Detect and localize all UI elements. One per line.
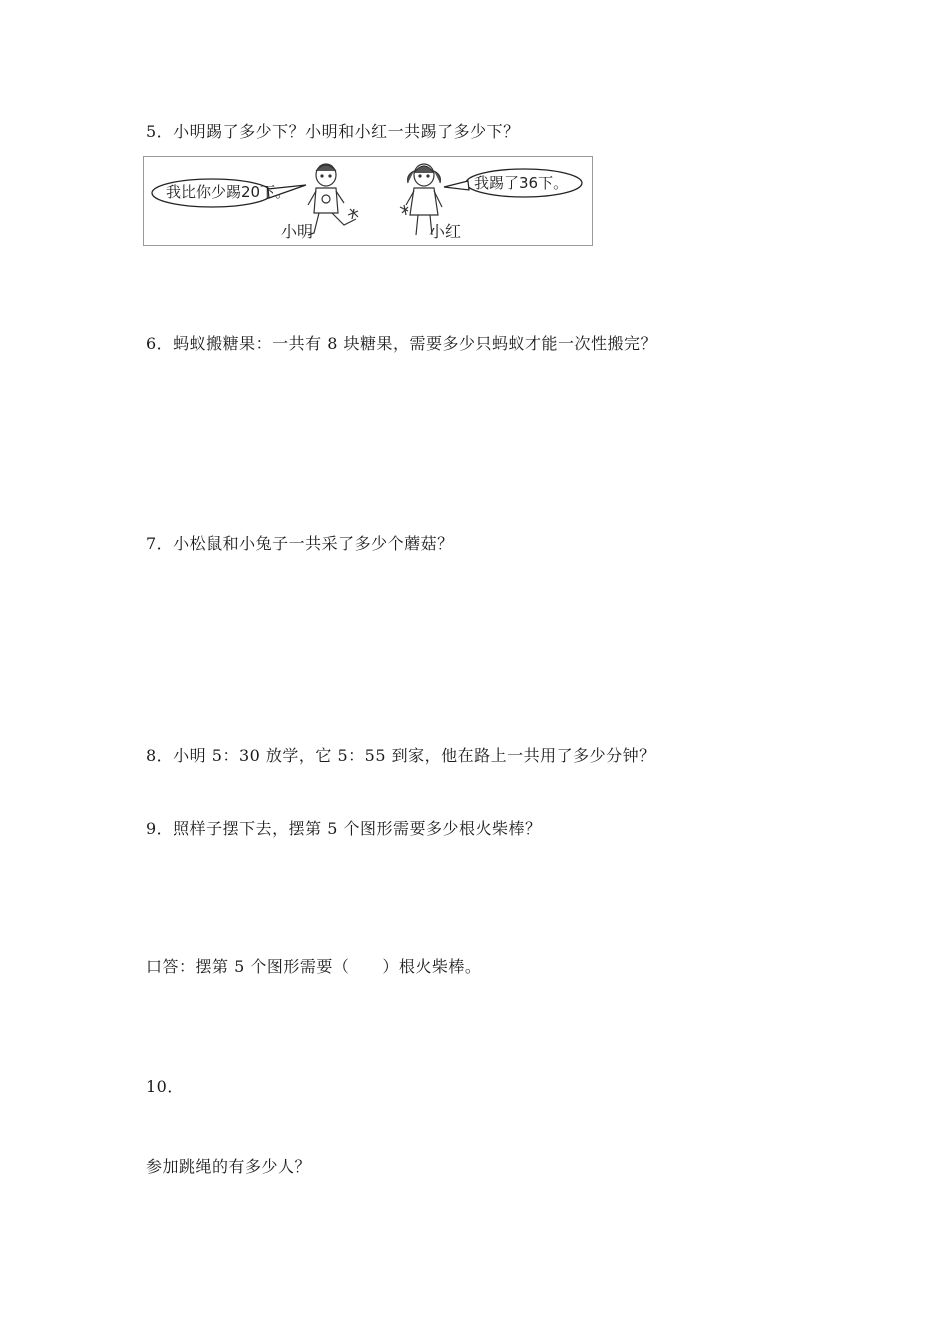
question-6: 6．蚂蚁搬糖果：一共有 8 块糖果，需要多少只蚂蚁才能一次性搬完？	[146, 334, 658, 353]
kick-shuttlecock-illustration	[143, 156, 593, 246]
question-9-oral-answer: 口答：摆第 5 个图形需要（ ）根火柴棒。	[146, 957, 482, 976]
question-10-prompt: 参加跳绳的有多少人？	[146, 1157, 312, 1176]
question-9: 9．照样子摆下去，摆第 5 个图形需要多少根火柴棒？	[146, 819, 542, 838]
right-bubble-tail	[444, 181, 469, 190]
question-10-number: 10．	[146, 1077, 184, 1096]
right-bubble-text: 我踢了36下。	[474, 174, 569, 192]
boy-name-label: 小明	[281, 222, 314, 241]
left-bubble-text: 我比你少踢20下。	[166, 183, 291, 201]
illustration-drawing	[144, 157, 594, 247]
question-8: 8．小明 5：30 放学，它 5：55 到家，他在路上一共用了多少分钟？	[146, 746, 656, 765]
question-5: 5．小明踢了多少下？小明和小红一共踢了多少下？	[146, 122, 520, 141]
question-7: 7．小松鼠和小兔子一共采了多少个蘑菇？	[146, 534, 454, 553]
boy-figure	[308, 164, 358, 235]
girl-name-label: 小红	[429, 222, 462, 241]
